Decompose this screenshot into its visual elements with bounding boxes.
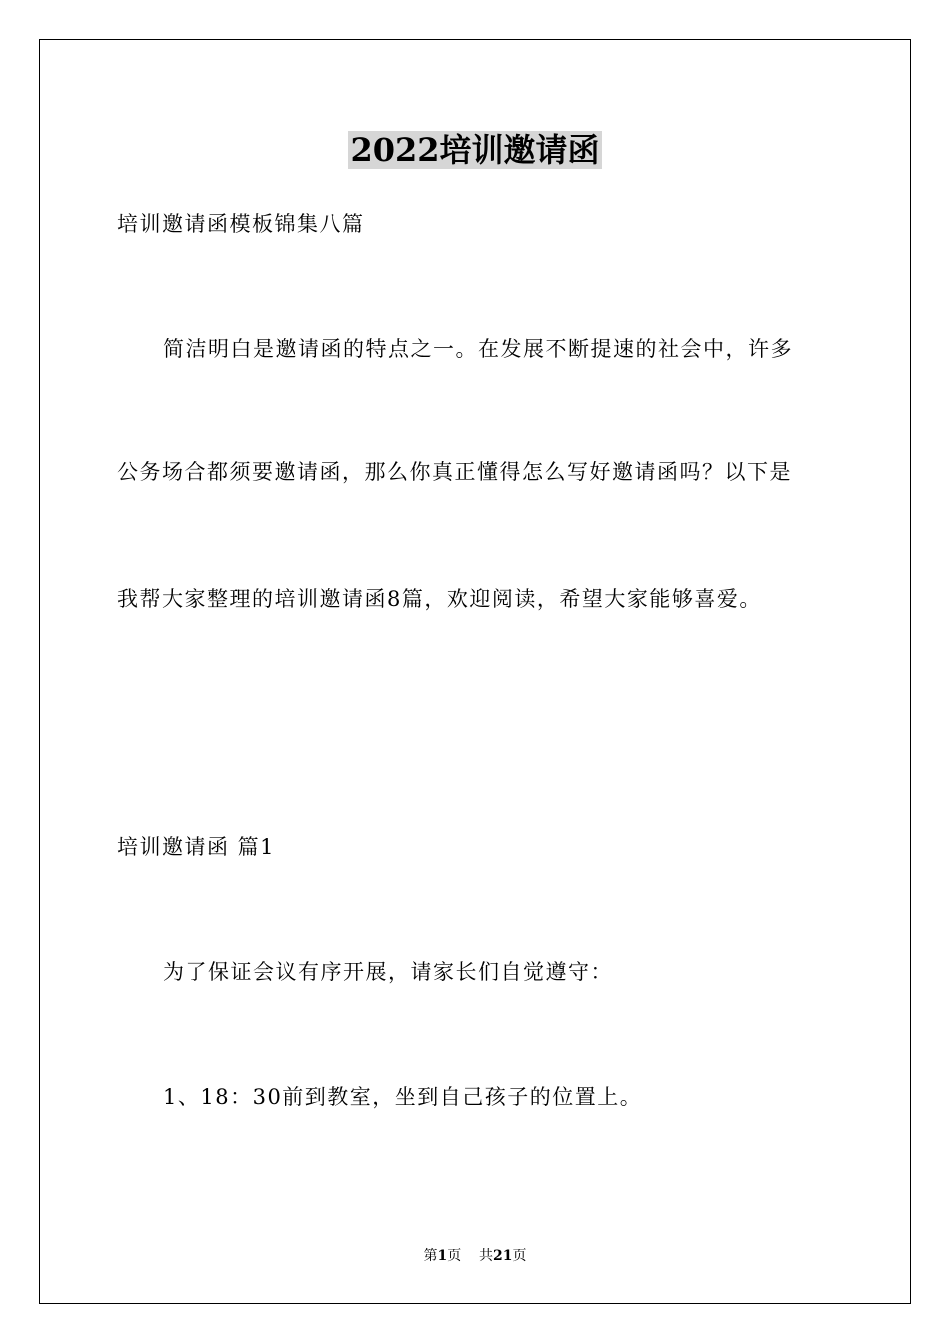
section-heading: 培训邀请函 篇1 xyxy=(117,835,276,859)
intro-line-1: 简洁明白是邀请函的特点之一。在发展不断提速的社会中，许多 xyxy=(163,337,793,361)
document-title-text: 2022培训邀请函 xyxy=(350,131,600,169)
footer-total-pages: 21 xyxy=(493,1248,513,1264)
intro-line-3: 我帮大家整理的培训邀请函8篇，欢迎阅读，希望大家能够喜爱。 xyxy=(117,587,762,611)
footer-page-prefix: 第 xyxy=(423,1248,438,1264)
footer-page-suffix: 页 xyxy=(447,1248,462,1264)
document-title xyxy=(0,128,950,172)
page-footer xyxy=(0,1246,950,1266)
body-line-1: 为了保证会议有序开展，请家长们自觉遵守： xyxy=(163,960,613,984)
document-subtitle: 培训邀请函模板锦集八篇 xyxy=(117,212,365,236)
footer-page-number: 1 xyxy=(437,1248,448,1264)
footer-total-prefix: 共 xyxy=(479,1248,494,1264)
intro-line-2: 公务场合都须要邀请函，那么你真正懂得怎么写好邀请函吗？以下是 xyxy=(117,460,792,484)
body-line-2: 1、18：30前到教室，坐到自己孩子的位置上。 xyxy=(163,1085,643,1109)
footer-total-suffix: 页 xyxy=(512,1248,527,1264)
